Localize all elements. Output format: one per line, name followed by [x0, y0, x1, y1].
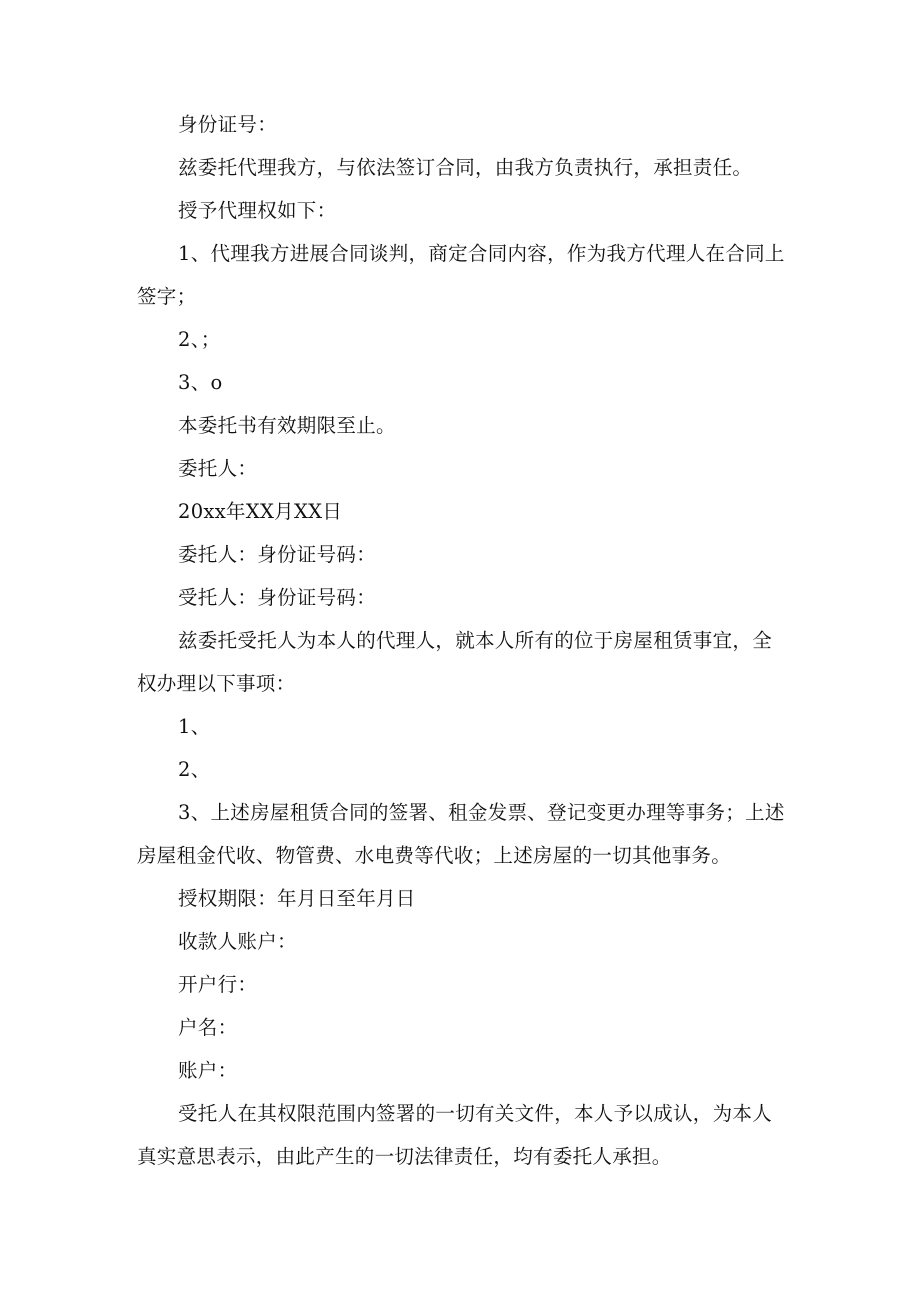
paragraph-lease-item-2: 2、 [178, 758, 211, 781]
paragraph-id-number: 身份证号： [178, 113, 278, 136]
paragraph-authority-item-1: 1、代理我方进展合同谈判，商定合同内容，作为我方代理人在合同上签字； [137, 242, 785, 308]
paragraph-entrust-statement: 兹委托代理我方，与依法签订合同，由我方负责执行，承担责任。 [178, 156, 753, 179]
paragraph-authority-item-3: 3、o [178, 371, 223, 394]
paragraph-bank: 开户行： [178, 973, 258, 996]
paragraph-lease-item-3: 3、上述房屋租赁合同的签署、租金发票、登记变更办理等事务；上述房屋租金代收、物管费、水电费等代收；上述房屋的一切其他事务。 [137, 801, 785, 867]
paragraph-account-number: 账户： [178, 1059, 238, 1082]
paragraph-validity: 本委托书有效期限至止。 [178, 414, 396, 437]
paragraph-account-name: 户名： [178, 1016, 238, 1039]
paragraph-date: 20xx年XX月XX日 [178, 500, 343, 523]
document-body [137, 103, 787, 1178]
paragraph-liability: 受托人在其权限范围内签署的一切有关文件，本人予以成认，为本人真实意思表示，由此产生的一切法律责任，均有委托人承担。 [137, 1102, 773, 1168]
paragraph-principal: 委托人： [178, 457, 258, 480]
paragraph-lease-item-1: 1、 [178, 715, 211, 738]
paragraph-payee-account: 收款人账户： [178, 930, 297, 953]
paragraph-principal-id: 委托人：身份证号码： [178, 543, 377, 566]
paragraph-authority-item-2: 2、； [178, 328, 221, 351]
paragraph-authority-heading: 授予代理权如下： [178, 199, 337, 222]
paragraph-agent-id: 受托人：身份证号码： [178, 586, 377, 609]
paragraph-lease-entrust: 兹委托受托人为本人的代理人，就本人所有的位于房屋租赁事宜，全权办理以下事项： [137, 629, 773, 695]
paragraph-authorization-period: 授权期限：年月日至年月日 [178, 887, 416, 910]
